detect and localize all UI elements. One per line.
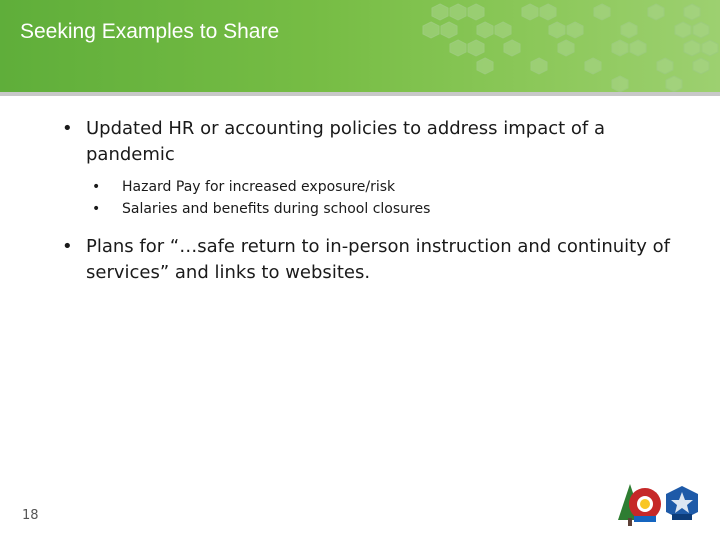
header-divider: [0, 92, 720, 96]
bullet-icon: •: [92, 179, 101, 195]
sub-bullet-item: [88, 176, 682, 198]
bullet-icon: •: [62, 236, 73, 257]
bullet-icon: •: [62, 118, 73, 139]
bullet-icon: •: [92, 201, 101, 217]
hexagon-pattern-icon: [420, 0, 720, 92]
page-number: 18: [22, 508, 39, 523]
colorado-logo-icon: [618, 484, 661, 526]
sub-bullet-text: Salaries and benefits during school closures: [122, 201, 431, 217]
sub-bullet-item: [88, 198, 682, 220]
bullet-item: [62, 234, 682, 286]
slide-title: Seeking Examples to Share: [20, 20, 280, 43]
cde-logo-icon: [666, 486, 698, 520]
bullet-text: Updated HR or accounting policies to address impact of a pandemic: [86, 118, 606, 165]
logo-group: [612, 480, 712, 528]
bullet-text: Plans for “…safe return to in-person instruction and continuity of services” and links to websites.: [86, 236, 670, 283]
title-bar: [0, 0, 720, 92]
sub-bullet-text: Hazard Pay for increased exposure/risk: [122, 179, 396, 195]
bullet-item: [62, 116, 682, 168]
slide-body: [62, 116, 682, 286]
